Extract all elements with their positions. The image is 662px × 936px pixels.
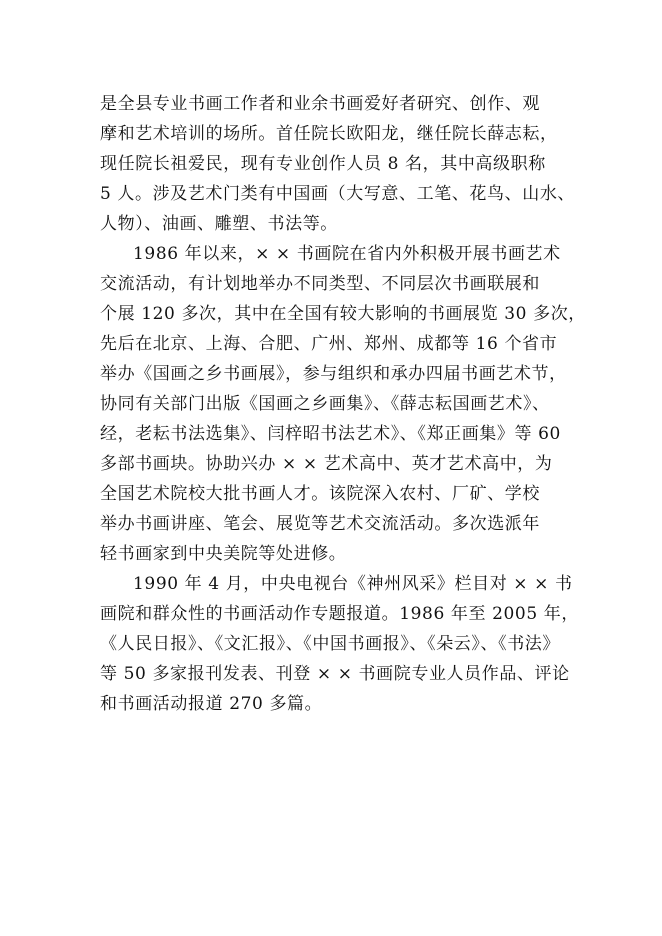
text-line: 多部书画块。协助兴办 × × 艺术高中、英才艺术高中，为 <box>100 454 553 474</box>
text-line: 等 50 多家报刊发表、刊登 × × 书画院专业人员作品、评论 <box>100 664 570 684</box>
text-line: 人物）、油画、雕塑、书法等。 <box>100 214 338 234</box>
text-line: 举办书画讲座、笔会、展览等艺术交流活动。多次选派年 <box>100 514 540 534</box>
paragraph-first-line: 1986 年以来，× × 书画院在省内外积极开展书画艺术 <box>133 244 561 264</box>
text-line: 全国艺术院校大批书画人才。该院深入农村、厂矿、学校 <box>100 484 540 504</box>
text-line: 和书画活动报道 270 多篇。 <box>100 694 323 714</box>
text-line: 《人民日报》、《文汇报》、《中国书画报》、《朵云》、《书法》 <box>100 634 560 654</box>
text-line: 协同有关部门出版《国画之乡画集》、《薛志耘国画艺术》、 <box>100 394 550 414</box>
paragraph-first-line: 1990 年 4 月，中央电视台《神州风采》栏目对 × × 书 <box>133 574 573 594</box>
text-line: 是全县专业书画工作者和业余书画爱好者研究、创作、观 <box>100 94 540 114</box>
text-line: 轻书画家到中央美院等处进修。 <box>100 544 347 564</box>
text-line: 交流活动，有计划地举办不同类型、不同层次书画联展和 <box>100 274 540 294</box>
text-line: 先后在北京、上海、合肥、广州、郑州、成都等 16 个省市 <box>100 334 558 354</box>
text-line: 画院和群众性的书画活动作专题报道。1986 年至 2005 年， <box>100 604 579 624</box>
text-line: 个展 120 多次，其中在全国有较大影响的书画展览 30 多次， <box>100 304 586 324</box>
text-line: 举办《国画之乡书画展》，参与组织和承办四届书画艺术节， <box>100 364 567 384</box>
text-line: 5 人。涉及艺术门类有中国画（大写意、工笔、花鸟、山水、 <box>100 184 576 204</box>
text-line: 摩和艺术培训的场所。首任院长欧阳龙，继任院长薛志耘， <box>100 124 558 144</box>
text-line: 现任院长祖爱民，现有专业创作人员 8 名，其中高级职称 <box>100 154 546 174</box>
text-line: 经，老耘书法选集》、闫梓昭书法艺术》、《郑正画集》等 60 <box>100 424 561 444</box>
